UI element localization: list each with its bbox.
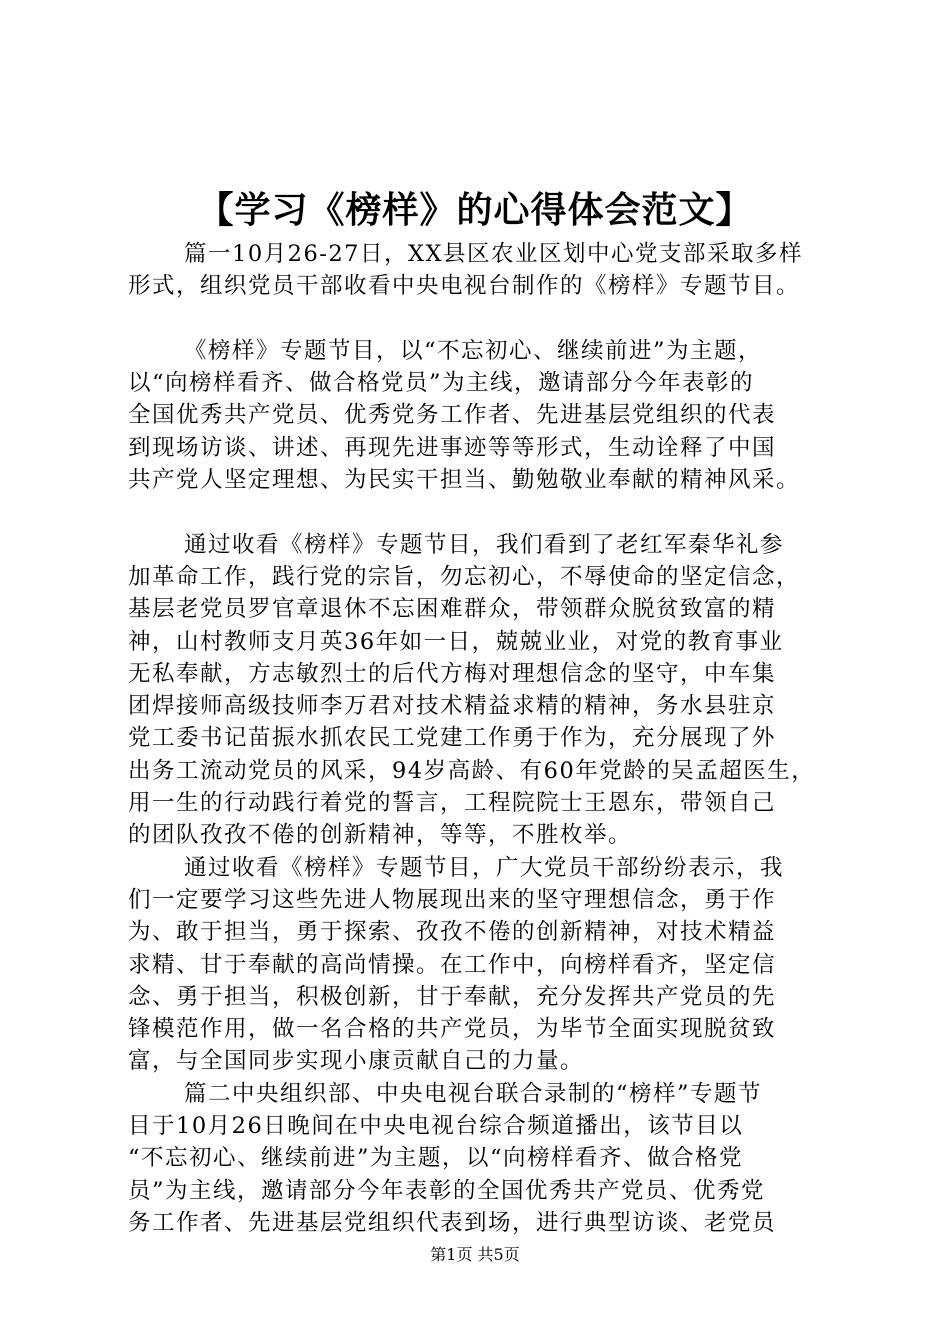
paragraph-line: 为、敢于担当，勇于探索、孜孜不倦的创新精神，对技术精益 [128,919,777,946]
paragraph-spacer [128,496,840,528]
paragraph-line: 篇一10月26-27日，XX县区农业区划中心党支部采取多样 [184,241,804,267]
paragraph-line: 们一定要学习这些先进人物展现出来的坚守理想信念，勇于作 [128,886,777,913]
paragraph-line: 务工作者、先进基层党组织代表到场，进行典型访谈、老党员 [128,1209,777,1236]
paragraph-line: 通过收看《榜样》专题节目，我们看到了老红军秦华礼参 [184,531,785,558]
paragraph-line: 出务工流动党员的风采，94岁高龄、有60年党龄的吴孟超医生， [128,757,816,784]
paragraph-line: 《榜样》专题节目，以“不忘初心、继续前进”为主题， [184,337,763,364]
document-body [128,238,840,1239]
page-footer: 第1页 共5页 [430,1245,520,1264]
paragraph-line: 共产党人坚定理想、为民实干担当、勤勉敬业奉献的精神风采。 [128,467,801,494]
paragraph-line: 党工委书记苗振水抓农民工党建工作勇于作为，充分展现了外 [128,725,777,752]
paragraph-line: 目于10月26日晚间在中央电视台综合频道播出，该节目以 [128,1113,744,1140]
paragraph-line: “不忘初心、继续前进”为主题，以“向榜样看齐、做合格党 [128,1145,744,1172]
document-title: 【学习《榜样》的心得体会范文】 [197,189,753,231]
paragraph-line: 全国优秀共产党员、优秀党务工作者、先进基层党组织的代表 [128,402,777,429]
paragraph-line: 富，与全国同步实现小康贡献自己的力量。 [128,1048,585,1075]
paragraph-line: 形式，组织党员干部收看中央电视台制作的《榜样》专题节目。 [128,273,801,300]
paragraph-line: 团焊接师高级技师李万君对技术精益求精的精神，务水县驻京 [128,693,777,720]
paragraph-line: 的团队孜孜不倦的创新精神，等等，不胜枚举。 [128,822,633,849]
paragraph-line: 到现场访谈、讲述、再现先进事迹等等形式，生动诠释了中国 [128,434,777,461]
paragraph-line: 无私奉献，方志敏烈士的后代方梅对理想信念的坚守，中车集 [128,660,777,687]
paragraph-line: 员”为主线，邀请部分今年表彰的全国优秀共产党员、优秀党 [128,1177,766,1204]
paragraph-line: 神，山村教师支月英36年如一日，兢兢业业，对党的教育事业 [128,628,784,655]
paragraph-line: 以“向榜样看齐、做合格党员”为主线，邀请部分今年表彰的 [128,370,755,397]
paragraph-spacer [128,303,840,335]
paragraph-line: 求精、甘于奉献的高尚情操。在工作中，向榜样看齐，坚定信 [128,951,777,978]
paragraph-line: 锋模范作用，做一名合格的共产党员，为毕节全面实现脱贫致 [128,1016,777,1043]
paragraph-line: 篇二中央组织部、中央电视台联合录制的“榜样”专题节 [184,1080,763,1107]
paragraph-line: 加革命工作，践行党的宗旨，勿忘初心，不辱使命的坚定信念， [128,563,801,590]
paragraph-line: 基层老党员罗官章退休不忘困难群众，带领群众脱贫致富的精 [128,596,777,623]
paragraph-line: 用一生的行动践行着党的誓言，工程院院士王恩东，带领自己 [128,790,777,817]
paragraph-line: 念、勇于担当，积极创新，甘于奉献，充分发挥共产党员的先 [128,983,777,1010]
paragraph-line: 通过收看《榜样》专题节目，广大党员干部纷纷表示，我 [184,854,785,881]
